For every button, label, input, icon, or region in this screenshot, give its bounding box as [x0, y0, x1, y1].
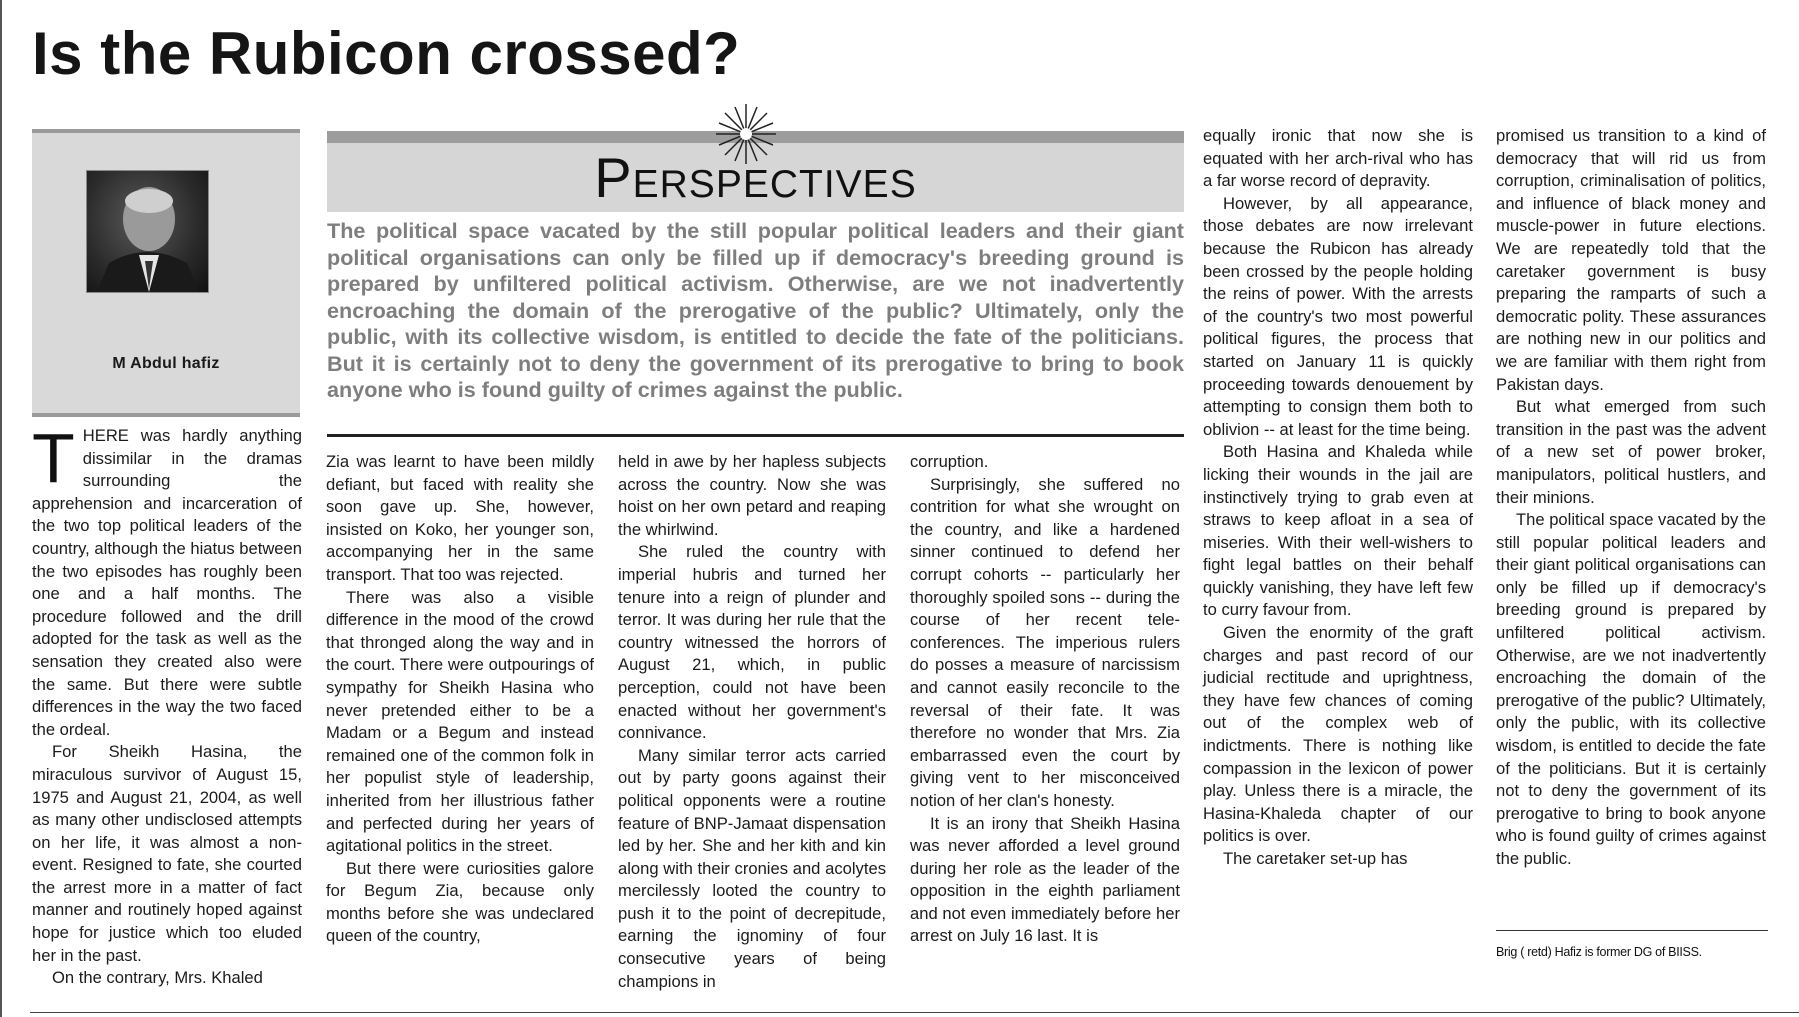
- section-title: Perspectives: [594, 146, 917, 209]
- paragraph: There was also a visible difference in the mood of the crowd that thronged along the way and in the court. There were outpourings of sympathy for Sheikh Hasina who never pretended either to be a Madam or a Begum and instead remained one of the common folk in her populist style of leadership, inherited from her illustrious father and perfected during her years of agitational politics in the street.: [326, 587, 594, 856]
- paragraph: equally ironic that now she is equated with her arch-rival who has a far worse record of depravity.: [1203, 126, 1473, 191]
- paragraph: However, by all appearance, those debates are now irrelevant because the Rubicon has already been crossed by the people holding the reins of power. With the arrests of the country's two most powerful political figures, the process that started on January 11 is quickly proceeding towards denouement by attempting to consign them both to oblivion -- at least for the time being.: [1203, 193, 1473, 439]
- paragraph: For Sheikh Hasina, the miraculous survivor of August 15, 1975 and August 21, 2004, as well as many other undisclosed attempts on her life, it was almost a non-event. Resigned to fate, she courted the arrest more in a matter of fact manner and routinely hoped against hope for justice which too eluded her in the past.: [32, 742, 302, 965]
- paragraph: The political space vacated by the still popular political leaders and their giant political organisations can only be filled up if democracy's breeding ground is prepared by unfiltered political activism. Otherwise, are we not inadvertently encroaching the domain of the prerogative of the public? Ultimately, only the public, with its collective wisdom, is entitled to decide the fate of the politicians. But it is certainly not to deny the government of its prerogative to bring to book anyone who is found guilty of crimes against the public.: [1496, 510, 1766, 868]
- author-box: [32, 129, 300, 417]
- page-left-rule: [0, 0, 2, 1017]
- author-photo: [86, 170, 209, 293]
- bio-rule: [1496, 930, 1768, 931]
- lead-paragraph: [32, 419, 302, 741]
- column-5: [1203, 125, 1473, 871]
- headline: Is the Rubicon crossed?: [32, 20, 741, 87]
- paragraph: Given the enormity of the graft charges and past record of our judicial rectitude and uprightness, they have few chances of coming out of the complex web of indictments. There is nothing like compassion in the lexicon of power play. Unless there is a miracle, the Hasina-Khaleda chapter of our politics is over.: [1203, 623, 1473, 846]
- starburst-icon: [716, 104, 776, 164]
- paragraph: But what emerged from such transition in the past was the advent of a new set of power broker, manipulators, political hustlers, and their minions.: [1496, 397, 1766, 507]
- paragraph: held in awe by her hapless subjects across the country. Now she was hoist on her own petard and reaping the whirlwind.: [618, 452, 886, 539]
- author-bio: Brig ( retd) Hafiz is former DG of BIISS.: [1496, 945, 1702, 959]
- author-byline: M Abdul hafiz: [112, 355, 220, 372]
- pullquote: The political space vacated by the still popular political leaders and their giant political organisations can only be filled up if democracy's breeding ground is prepared by unfiltered political activism. Otherwise, are we not inadvertently encroaching the domain of the prerogative of the public? Ultimately, only the public, with its collective wisdom, is entitled to decide the fate of the politicians. But it is certainly not to deny the government of its prerogative to bring to book anyone who is found guilty of crimes against the public.: [327, 218, 1184, 402]
- column-3: [618, 451, 886, 993]
- paragraph: It is an irony that Sheikh Hasina was never afforded a level ground during her role as the leader of the opposition in the eighth parliament and not even immediately before her arrest on July 16 last. It is: [910, 813, 1180, 946]
- paragraph: Many similar terror acts carried out by party goons against their political opponents were a routine feature of BNP-Jamaat dispensation led by her. She and her kith and kin along with their cronies and acolytes mercilessly looted the country to push it to the point of decrepitude, earning the ignominy of four consecutive years of being champions in: [618, 745, 886, 991]
- column-2: [326, 451, 594, 948]
- paragraph: promised us transition to a kind of democracy that will rid us from corruption, criminalisation of politics, and influence of black money and muscle-power in future elections. We are repeatedly told that the caretaker government is busy preparing the ramparts of such a democratic polity. These assurances are nothing new in our politics and we are familiar with them right from Pakistan days.: [1496, 126, 1766, 394]
- paragraph: Both Hasina and Khaleda while licking their wounds in the jail are instinctively trying to grab even at straws to keep afloat in a sea of miseries. With their well-wishers to fight legal battles on their behalf quickly vanishing, they have left few to curry favour from.: [1203, 442, 1473, 620]
- paragraph: She ruled the country with imperial hubris and turned her tenure into a reign of plunder and terror. It was during her rule that the country witnessed the horrors of August 21, which, in public perception, could not have been enacted without her government's connivance.: [618, 542, 886, 743]
- column-1: [32, 419, 302, 990]
- paragraph: Zia was learnt to have been mildly defiant, but faced with reality she soon gave up. She, however, insisted on Koko, her younger son, accompanying her in the same transport. That too was rejected.: [326, 452, 594, 584]
- paragraph: But there were curiosities galore for Begum Zia, because only months before she was undeclared queen of the country,: [326, 858, 594, 946]
- paragraph: Surprisingly, she suffered no contrition for what she wrought on the country, and like a hardened sinner continued to defend her corrupt cohorts -- particularly her thoroughly spoiled sons -- during the course of her recent tele-conferences. The imperious rulers do posses a measure of narcissism and cannot easily reconcile to the reversal of their fate. It was therefore no wonder that Mrs. Zia embarrassed even the court by giving vent to her misconceived notion of her clan's honesty.: [910, 474, 1180, 810]
- paragraph: corruption.: [910, 452, 989, 471]
- paragraph: The caretaker set-up has: [1223, 849, 1408, 868]
- column-6: [1496, 125, 1766, 871]
- page-bottom-rule: [30, 1012, 1799, 1013]
- pullquote-rule: [327, 434, 1184, 437]
- lead-text: HERE was hardly anything dissimilar in the dramas surrounding the apprehension and incarceration of the two top political leaders of the country, although the hiatus between the two episodes has roughly been one and a half months. The procedure followed and the drill adopted for the task as well as the sensation they created also were the same. But there were subtle differences in the way the two faced the ordeal.: [32, 426, 302, 739]
- paragraph: On the contrary, Mrs. Khaled: [52, 968, 263, 988]
- column-4: [910, 451, 1180, 948]
- drop-cap: T: [32, 419, 75, 497]
